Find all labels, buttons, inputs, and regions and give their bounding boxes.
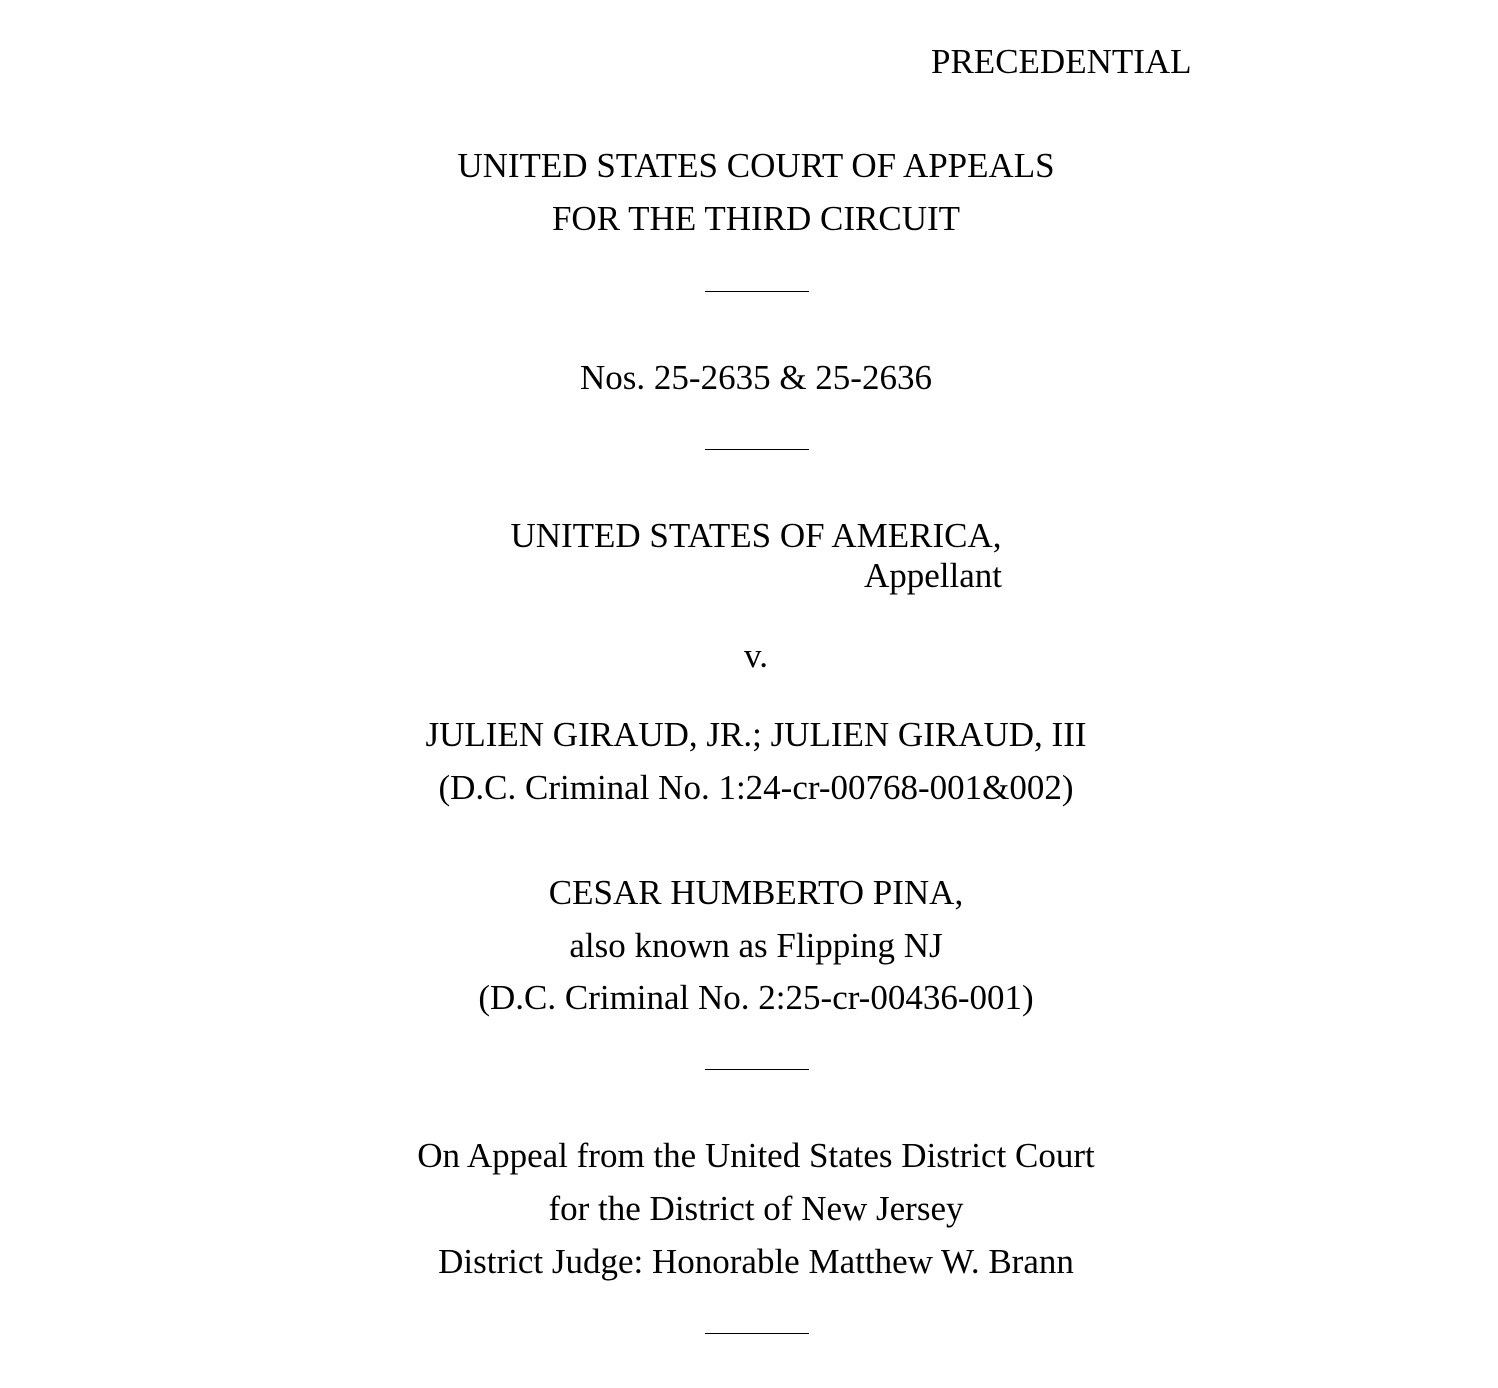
court-name-line1: UNITED STATES COURT OF APPEALS — [457, 146, 1055, 185]
origin-court-line1: On Appeal from the United States District Court — [417, 1136, 1095, 1175]
district-judge-line: District Judge: Honorable Matthew W. Brann — [438, 1242, 1074, 1281]
appellee-pina-name: CESAR HUMBERTO PINA, — [548, 873, 964, 912]
appellee-pina-aka: also known as Flipping NJ — [569, 926, 943, 965]
section-divider — [705, 449, 809, 450]
case-numbers: Nos. 25-2635 & 25-2636 — [580, 358, 932, 397]
precedential-label: PRECEDENTIAL — [931, 42, 1192, 81]
court-name-line2: FOR THE THIRD CIRCUIT — [551, 199, 961, 238]
section-divider — [705, 1069, 809, 1070]
appellee-giraud-docket: (D.C. Criminal No. 1:24-cr-00768-001&002) — [438, 768, 1074, 807]
appellant-name: UNITED STATES OF AMERICA, — [510, 516, 1002, 555]
versus: v. — [744, 636, 768, 675]
appellee-giraud-name: JULIEN GIRAUD, JR.; JULIEN GIRAUD, III — [425, 715, 1087, 754]
appellee-pina-docket: (D.C. Criminal No. 2:25-cr-00436-001) — [478, 978, 1034, 1017]
section-divider — [705, 1333, 809, 1334]
origin-court-line2: for the District of New Jersey — [548, 1189, 964, 1228]
section-divider — [705, 291, 809, 292]
appellant-role: Appellant — [863, 556, 1002, 595]
